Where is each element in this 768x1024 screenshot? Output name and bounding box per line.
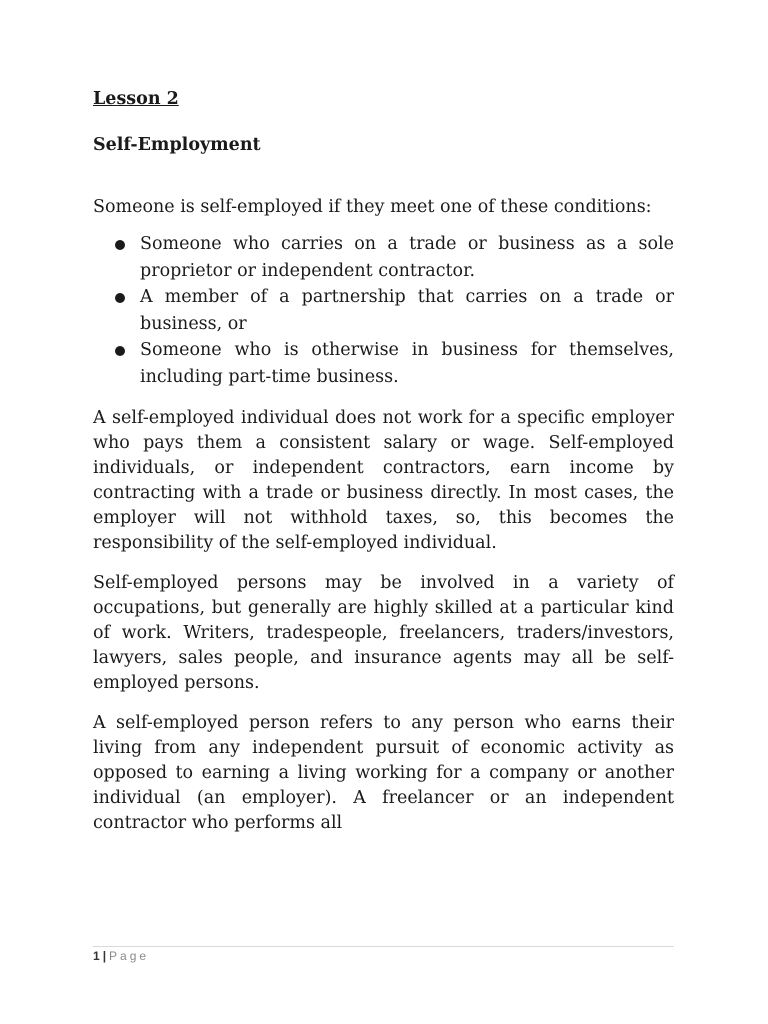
intro-paragraph: Someone is self-employed if they meet one of these conditions: [93, 197, 652, 217]
body-paragraph: A self-employed person refers to any person who earns their living from any independent pursuit of economic activity as opposed to earning a living working for a company or another individual (an employer). A freelancer or an independent contractor who performs all [93, 713, 674, 833]
list-item [140, 231, 674, 284]
section-title: Self-Employment [93, 135, 261, 155]
bullet-icon [115, 293, 125, 303]
document-page [93, 86, 674, 836]
footer-separator: | [102, 949, 107, 963]
list-item [140, 284, 674, 337]
conditions-list [93, 231, 674, 390]
list-item [140, 337, 674, 390]
bullet-icon [115, 240, 125, 250]
list-item-text: Someone who carries on a trade or business as a sole proprietor or independent contractor. [140, 234, 674, 281]
list-item-text: Someone who is otherwise in business for themselves, including part-time business. [140, 340, 674, 387]
page-label: Page [109, 949, 150, 963]
lesson-title: Lesson 2 [93, 89, 179, 109]
bullet-icon [115, 346, 125, 356]
body-paragraph: Self-employed persons may be involved in a variety of occupations, but generally are highly skilled at a particular kind of work. Writers, tradespeople, freelancers, traders/investors, lawyers, sales people, and insurance agents may all be self-employed persons. [93, 573, 674, 693]
footer-divider [93, 946, 674, 947]
body-paragraph: A self-employed individual does not work for a specific employer who pays them a consistent salary or wage. Self-employed individuals, or independent contractors, earn income by contracting with a trade or business directly. In most cases, the employer will not withhold taxes, so, this becomes the responsibility of the self-employed individual. [93, 408, 674, 553]
page-number: 1 [93, 949, 100, 963]
page-footer [93, 947, 149, 965]
list-item-text: A member of a partnership that carries on a trade or business, or [140, 287, 674, 334]
